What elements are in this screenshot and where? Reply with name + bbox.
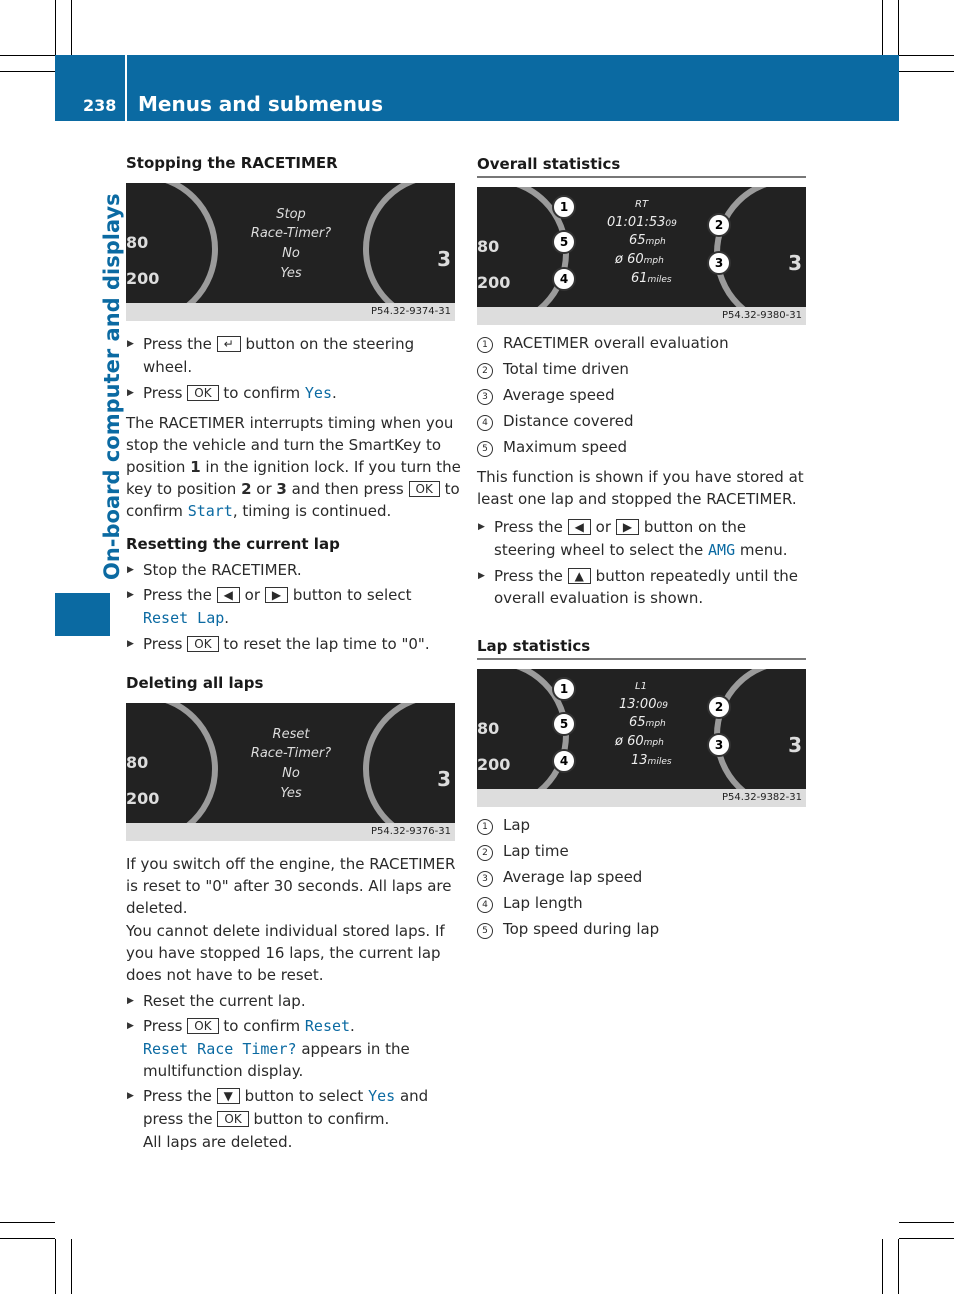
dashboard-image-reset: 80 200 3 Reset Race-Timer? No Yes P54.32-9376-31 <box>126 703 455 841</box>
left-arrow-key-icon: ◀ <box>568 519 591 535</box>
callout-2: 2 <box>707 695 731 719</box>
instruction-item: ▶ Stop the RACETIMER. <box>143 559 302 581</box>
header-title: Menus and submenus <box>138 92 384 116</box>
callout-2: 2 <box>707 213 731 237</box>
callout-3: 3 <box>707 733 731 757</box>
paragraph: You cannot delete individual stored laps. If you have stopped 16 laps, the current lap does not have to be reset. <box>126 922 445 984</box>
instruction-item: ▶ Press OK to reset the lap time to "0". <box>143 633 430 655</box>
legend-item: 4 Distance covered <box>477 410 633 432</box>
instruction-text: multifunction display. <box>143 1062 304 1080</box>
section-heading-resetting: Resetting the current lap <box>126 535 340 553</box>
dashboard-image-stop: 80 200 3 Stop Race-Timer? No Yes P54.32-9374-31 <box>126 183 455 321</box>
crop-mark <box>71 1239 72 1294</box>
callout-4: 4 <box>552 749 576 773</box>
instruction-text: Reset Race Timer? appears in the <box>143 1040 410 1058</box>
crop-mark <box>882 1239 883 1294</box>
instruction-text: press the OK button to confirm. <box>143 1110 390 1128</box>
crop-mark <box>55 1239 56 1294</box>
legend-item: 5 Maximum speed <box>477 436 627 458</box>
crop-mark <box>882 0 883 55</box>
left-arrow-key-icon: ◀ <box>217 587 240 603</box>
crop-mark <box>899 1238 954 1239</box>
right-arrow-key-icon: ▶ <box>265 587 288 603</box>
legend-item: 1 RACETIMER overall evaluation <box>477 332 729 354</box>
crop-mark <box>899 71 954 72</box>
crop-mark <box>0 1222 55 1223</box>
instruction-item: ▶ Press the ◀ or ▶ button to select <box>143 584 411 606</box>
dashboard-image-lap: 80 200 3 L1 13:0009 65mph ø 60mph 13miles 1 5 4 2 3 P54.32-9382-31 <box>477 669 806 807</box>
crop-mark <box>71 0 72 55</box>
legend-item: 2 Total time driven <box>477 358 629 380</box>
ok-key: OK <box>187 385 218 401</box>
instruction-item: ▶ Press the ▼ button to select Yes and <box>143 1085 428 1107</box>
instruction-text: wheel. <box>143 358 193 376</box>
instruction-text: Reset Lap. <box>143 609 230 627</box>
callout-5: 5 <box>552 712 576 736</box>
legend-item: 3 Average speed <box>477 384 615 406</box>
instruction-item: ▶ Press the ▲ button repeatedly until the <box>494 565 798 587</box>
callout-4: 4 <box>552 267 576 291</box>
crop-mark <box>0 71 55 72</box>
section-heading-stopping: Stopping the RACETIMER <box>126 154 338 172</box>
section-heading-deleting: Deleting all laps <box>126 674 264 692</box>
legend-item: 5 Top speed during lap <box>477 918 659 940</box>
callout-1: 1 <box>552 195 576 219</box>
instruction-item: ▶ Press the ↵ button on the steering <box>143 333 414 355</box>
crop-mark <box>898 1239 899 1294</box>
callout-5: 5 <box>552 230 576 254</box>
page-number: 238 <box>83 96 117 115</box>
crop-mark <box>899 1222 954 1223</box>
crop-mark <box>898 0 899 55</box>
callout-3: 3 <box>707 251 731 275</box>
instruction-item: ▶ Press OK to confirm Reset. <box>143 1015 355 1037</box>
crop-mark <box>899 55 954 56</box>
legend-item: 4 Lap length <box>477 892 583 914</box>
instruction-item: ▶ Press OK to confirm Yes. <box>143 382 337 404</box>
back-key-icon: ↵ <box>217 336 241 352</box>
instruction-text: All laps are deleted. <box>143 1133 293 1151</box>
side-label: On-board computer and displays <box>100 193 124 580</box>
callout-1: 1 <box>552 677 576 701</box>
legend-item: 1 Lap <box>477 814 530 836</box>
instruction-text: steering wheel to select the AMG menu. <box>494 541 788 559</box>
crop-mark <box>0 1238 55 1239</box>
crop-mark <box>0 55 55 56</box>
legend-item: 2 Lap time <box>477 840 569 862</box>
up-arrow-key-icon: ▲ <box>568 568 591 584</box>
section-heading-overall: Overall statistics <box>477 155 621 173</box>
heading-rule <box>477 658 806 660</box>
instruction-item: ▶ Reset the current lap. <box>143 990 306 1012</box>
instruction-text: overall evaluation is shown. <box>494 589 704 607</box>
legend-item: 3 Average lap speed <box>477 866 642 888</box>
heading-rule <box>477 176 806 178</box>
section-heading-lap: Lap statistics <box>477 637 591 655</box>
dashboard-image-overall: 80 200 3 RT 01:01:5309 65mph ø 60mph 61miles 1 5 4 2 3 P54.32-9380-31 <box>477 187 806 325</box>
paragraph: This function is shown if you have stored at least one lap and stopped the RACETIMER. <box>477 468 804 508</box>
paragraph: The RACETIMER interrupts timing when you stop the vehicle and turn the SmartKey to position 1 in the ignition lock. If you turn the key to position 2 or 3 and then press OK to confirm Start, timing is continued. <box>126 414 461 520</box>
instruction-item: ▶ Press the ◀ or ▶ button on the <box>494 516 746 538</box>
crop-mark <box>55 0 56 55</box>
down-arrow-key-icon: ▼ <box>217 1088 240 1104</box>
right-arrow-key-icon: ▶ <box>616 519 639 535</box>
paragraph: If you switch off the engine, the RACETIMER is reset to "0" after 30 seconds. All laps are deleted. <box>126 855 456 917</box>
